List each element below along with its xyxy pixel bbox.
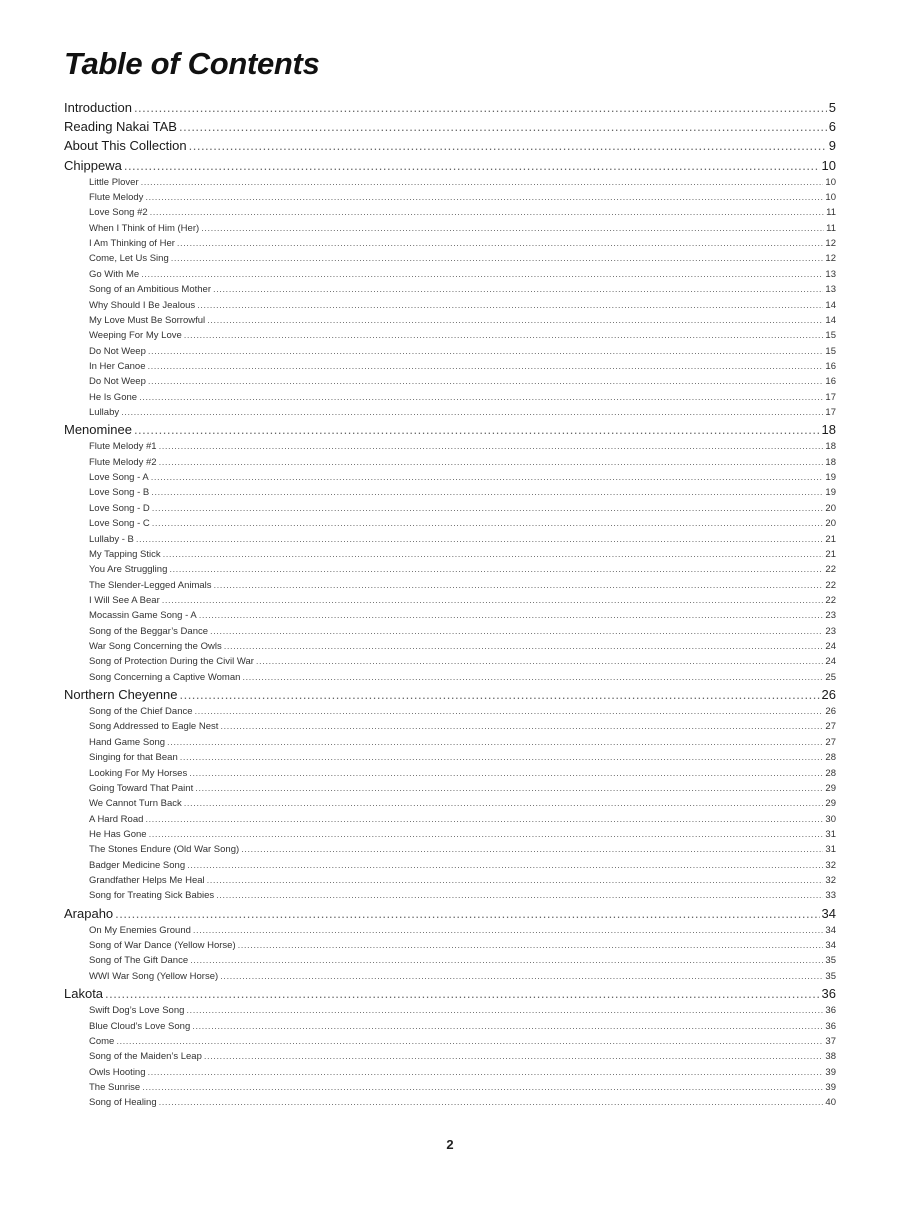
- toc-entry-page: 10: [825, 192, 836, 204]
- toc-subentry[interactable]: [64, 593, 836, 608]
- dot-leader: [159, 1095, 824, 1110]
- toc-subentry[interactable]: [64, 888, 836, 903]
- dot-leader: [238, 938, 824, 953]
- toc-entry-page: 20: [825, 518, 836, 530]
- dot-leader: [159, 455, 824, 470]
- dot-leader: [184, 796, 824, 811]
- toc-entry-page: 40: [825, 1097, 836, 1109]
- toc-entry-title: Lullaby - B: [89, 533, 134, 545]
- toc-entry-title: Song of the Maiden’s Leap: [89, 1051, 202, 1063]
- toc-entry-page: 37: [825, 1036, 836, 1048]
- toc-entry-page: 18: [825, 456, 836, 468]
- toc-entry-page: 34: [825, 940, 836, 952]
- dot-leader: [189, 136, 827, 155]
- dot-leader: [199, 608, 824, 623]
- toc-entry-page: 15: [825, 330, 836, 342]
- toc-entry-page: 35: [825, 955, 836, 967]
- toc-entry-page: 27: [825, 736, 836, 748]
- toc-subentry[interactable]: [64, 938, 836, 953]
- toc-entry-title: Lullaby: [89, 406, 120, 418]
- toc-subentry[interactable]: [64, 1095, 836, 1110]
- toc-entry-title: Song of the Chief Dance: [89, 706, 193, 718]
- toc-entry-page: 22: [825, 594, 836, 606]
- toc-entry-page: 19: [825, 487, 836, 499]
- dot-leader: [214, 578, 824, 593]
- toc-entry-title: In Her Canoe: [89, 360, 146, 372]
- toc-entry-title: The Slender-Legged Animals: [89, 579, 212, 591]
- toc-entry-title: Lakota: [64, 986, 104, 1002]
- dot-leader: [241, 842, 823, 857]
- dot-leader: [149, 827, 824, 842]
- dot-leader: [115, 904, 819, 923]
- toc-entry-title: Come: [89, 1036, 115, 1048]
- toc-subentry[interactable]: [64, 439, 836, 454]
- toc-entry-page: 27: [825, 721, 836, 733]
- toc-entry-page: 16: [825, 360, 836, 372]
- toc-entry-page: 26: [825, 706, 836, 718]
- toc-entry-title: Hand Game Song: [89, 736, 166, 748]
- toc-entry-title: I Will See A Bear: [89, 594, 160, 606]
- dot-leader: [142, 1080, 823, 1095]
- toc-entry-title: Going Toward That Paint: [89, 782, 194, 794]
- toc-entry-title: Love Song - D: [89, 502, 150, 514]
- toc-entry-page: 38: [825, 1051, 836, 1063]
- dot-leader: [179, 685, 819, 704]
- toc-section-entry[interactable]: [64, 685, 836, 704]
- toc-subentry[interactable]: [64, 873, 836, 888]
- toc-subentry[interactable]: [64, 578, 836, 593]
- toc-entry-title: War Song Concerning the Owls: [89, 640, 222, 652]
- dot-leader: [216, 888, 823, 903]
- dot-leader: [184, 328, 824, 343]
- toc-subentry[interactable]: [64, 1003, 836, 1018]
- toc-entry-page: 5: [828, 100, 836, 115]
- toc-entry-title: Blue Cloud’s Love Song: [89, 1020, 191, 1032]
- toc-subentry[interactable]: [64, 405, 836, 420]
- toc-subentry[interactable]: [64, 750, 836, 765]
- toc-subentry[interactable]: [64, 654, 836, 669]
- dot-leader: [190, 953, 823, 968]
- toc-entry-title: Do Not Weep: [89, 345, 146, 357]
- toc-entry-title: Go With Me: [89, 268, 140, 280]
- toc-entry-page: 36: [825, 1020, 836, 1032]
- dot-leader: [151, 470, 824, 485]
- toc-entry-page: 11: [826, 222, 836, 234]
- dot-leader: [189, 766, 823, 781]
- toc-entry-title: Menominee: [64, 422, 132, 438]
- toc-entry-page: 23: [825, 610, 836, 622]
- toc-subentry[interactable]: [64, 1080, 836, 1095]
- toc-entry-page: 18: [825, 441, 836, 453]
- toc-entry-title: Song Concerning a Captive Woman: [89, 671, 241, 683]
- toc-subentry[interactable]: [64, 470, 836, 485]
- toc-subentry[interactable]: [64, 313, 836, 328]
- toc-entry-page: 22: [825, 564, 836, 576]
- toc-entry-page: 11: [826, 207, 836, 219]
- dot-leader: [195, 704, 824, 719]
- toc-subentry[interactable]: [64, 624, 836, 639]
- toc-subentry[interactable]: [64, 562, 836, 577]
- toc-entry-page: 32: [825, 859, 836, 871]
- toc-entry-page: 9: [828, 138, 836, 154]
- toc-subentry[interactable]: [64, 532, 836, 547]
- toc-section-entry[interactable]: [64, 420, 836, 439]
- toc-subentry[interactable]: [64, 221, 836, 236]
- toc-entry-title: Song of War Dance (Yellow Horse): [89, 940, 236, 952]
- dot-leader: [220, 969, 823, 984]
- toc-entry-title: Why Should I Be Jealous: [89, 299, 196, 311]
- dot-leader: [207, 873, 824, 888]
- toc-subentry[interactable]: [64, 455, 836, 470]
- toc-entry-title: Mocassin Game Song - A: [89, 610, 197, 622]
- toc-subentry[interactable]: [64, 608, 836, 623]
- toc-entry-page: 29: [825, 798, 836, 810]
- toc-entry-title: We Cannot Turn Back: [89, 798, 182, 810]
- toc-entry-title: The Sunrise: [89, 1082, 141, 1094]
- dot-leader: [197, 298, 823, 313]
- toc-subentry[interactable]: [64, 953, 836, 968]
- toc-entry-title: Looking For My Horses: [89, 767, 188, 779]
- toc-subentry[interactable]: [64, 781, 836, 796]
- toc-entry-page: 6: [828, 119, 836, 135]
- toc-subentry[interactable]: [64, 842, 836, 857]
- toc-subentry[interactable]: [64, 516, 836, 531]
- toc-entry-title: Song of the Beggar’s Dance: [89, 625, 209, 637]
- toc-subentry[interactable]: [64, 547, 836, 562]
- dot-leader: [141, 267, 823, 282]
- toc-entry-title: I Am Thinking of Her: [89, 238, 175, 250]
- toc-entry-page: 12: [825, 238, 836, 250]
- toc-section-entry[interactable]: [64, 984, 836, 1003]
- toc-entry-page: 32: [825, 874, 836, 886]
- dot-leader: [134, 420, 820, 439]
- toc-entry-title: Love Song - A: [89, 472, 149, 484]
- toc-entry-page: 17: [825, 406, 836, 418]
- toc-entry-page: 36: [825, 1005, 836, 1017]
- page-title: Table of Contents: [64, 46, 320, 81]
- toc-subentry[interactable]: [64, 1049, 836, 1064]
- toc-subentry[interactable]: [64, 501, 836, 516]
- toc-entry-page: 23: [825, 625, 836, 637]
- toc-entry-page: 21: [825, 533, 836, 545]
- toc-subentry[interactable]: [64, 639, 836, 654]
- toc-entry-title: He Has Gone: [89, 828, 147, 840]
- toc-entry-page: 24: [825, 640, 836, 652]
- toc-entry-title: Song of Healing: [89, 1097, 157, 1109]
- dot-leader: [187, 858, 823, 873]
- toc-entry-page: 15: [825, 345, 836, 357]
- toc-subentry[interactable]: [64, 236, 836, 251]
- toc-entry-title: Love Song - C: [89, 518, 150, 530]
- dot-leader: [148, 344, 824, 359]
- toc-entry-page: 22: [825, 579, 836, 591]
- dot-leader: [148, 374, 824, 389]
- table-of-contents: [64, 98, 836, 1111]
- dot-leader: [121, 405, 823, 420]
- toc-subentry[interactable]: [64, 858, 836, 873]
- toc-subentry[interactable]: [64, 1034, 836, 1049]
- toc-entry-page: 10: [821, 157, 836, 173]
- dot-leader: [139, 390, 823, 405]
- toc-entry-page: 28: [825, 752, 836, 764]
- toc-entry-title: Flute Melody: [89, 192, 144, 204]
- dot-leader: [124, 156, 820, 175]
- dot-leader: [213, 282, 823, 297]
- dot-leader: [134, 98, 827, 117]
- toc-section-entry[interactable]: [64, 904, 836, 923]
- dot-leader: [256, 654, 824, 669]
- toc-entry-page: 39: [825, 1082, 836, 1094]
- toc-entry-title: Arapaho: [64, 905, 114, 921]
- dot-leader: [179, 117, 827, 136]
- toc-entry-title: Flute Melody #1: [89, 441, 157, 453]
- toc-entry-title: Love Song - B: [89, 487, 150, 499]
- toc-entry-page: 18: [821, 422, 836, 438]
- dot-leader: [163, 547, 824, 562]
- toc-entry-page: 13: [825, 284, 836, 296]
- dot-leader: [151, 485, 823, 500]
- toc-entry-page: 21: [825, 548, 836, 560]
- toc-entry-title: WWI War Song (Yellow Horse): [89, 970, 219, 982]
- dot-leader: [193, 923, 824, 938]
- toc-subentry[interactable]: [64, 923, 836, 938]
- dot-leader: [152, 516, 824, 531]
- toc-entry-page: 28: [825, 767, 836, 779]
- toc-subentry[interactable]: [64, 282, 836, 297]
- toc-entry-title: Song of Protection During the Civil War: [89, 656, 254, 668]
- toc-subentry[interactable]: [64, 485, 836, 500]
- toc-entry-title: Grandfather Helps Me Heal: [89, 874, 205, 886]
- toc-entry-title: The Stones Endure (Old War Song): [89, 844, 240, 856]
- dot-leader: [159, 439, 824, 454]
- toc-subentry[interactable]: [64, 719, 836, 734]
- toc-subentry[interactable]: [64, 1019, 836, 1034]
- dot-leader: [150, 205, 824, 220]
- toc-entry-title: Song for Treating Sick Babies: [89, 890, 215, 902]
- toc-entry-title: Singing for that Bean: [89, 752, 178, 764]
- toc-entry-title: Weeping For My Love: [89, 330, 182, 342]
- toc-entry-title: Song Addressed to Eagle Nest: [89, 721, 219, 733]
- toc-entry-title: When I Think of Him (Her): [89, 222, 200, 234]
- toc-subentry[interactable]: [64, 190, 836, 205]
- toc-subentry[interactable]: [64, 328, 836, 343]
- dot-leader: [136, 532, 824, 547]
- dot-leader: [145, 812, 823, 827]
- toc-entry-title: Owls Hooting: [89, 1066, 146, 1078]
- dot-leader: [186, 1003, 823, 1018]
- dot-leader: [169, 562, 823, 577]
- dot-leader: [171, 251, 824, 266]
- page-number: 2: [446, 1137, 454, 1152]
- dot-leader: [167, 735, 823, 750]
- toc-subentry[interactable]: [64, 359, 836, 374]
- toc-subentry[interactable]: [64, 796, 836, 811]
- dot-leader: [192, 1019, 823, 1034]
- toc-entry-page: 25: [825, 671, 836, 683]
- toc-subentry[interactable]: [64, 175, 836, 190]
- toc-entry-page: 30: [825, 813, 836, 825]
- dot-leader: [210, 624, 823, 639]
- toc-subentry[interactable]: [64, 267, 836, 282]
- toc-entry-title: Song of The Gift Dance: [89, 955, 189, 967]
- toc-entry-title: Love Song #2: [89, 207, 148, 219]
- dot-leader: [141, 175, 824, 190]
- toc-entry-title: On My Enemies Ground: [89, 924, 191, 936]
- toc-entry-page: 14: [825, 314, 836, 326]
- dot-leader: [207, 313, 823, 328]
- toc-entry-title: My Love Must Be Sorrowful: [89, 314, 206, 326]
- toc-entry-title: Come, Let Us Sing: [89, 253, 169, 265]
- toc-entry-title: Introduction: [64, 100, 132, 115]
- dot-leader: [224, 639, 824, 654]
- toc-subentry[interactable]: [64, 670, 836, 685]
- dot-leader: [116, 1034, 823, 1049]
- dot-leader: [220, 719, 823, 734]
- toc-entry-title: Chippewa: [64, 157, 122, 173]
- toc-entry-title: Little Plover: [89, 176, 139, 188]
- toc-subentry[interactable]: [64, 298, 836, 313]
- dot-leader: [180, 750, 824, 765]
- toc-entry-page: 16: [825, 376, 836, 388]
- toc-entry-title: Flute Melody #2: [89, 456, 157, 468]
- toc-subentry[interactable]: [64, 704, 836, 719]
- dot-leader: [145, 190, 823, 205]
- toc-entry-page: 26: [821, 686, 836, 702]
- toc-section-entry[interactable]: [64, 136, 836, 155]
- toc-entry-title: He Is Gone: [89, 391, 138, 403]
- toc-entry-title: Reading Nakai TAB: [64, 119, 177, 135]
- toc-subentry[interactable]: [64, 812, 836, 827]
- dot-leader: [204, 1049, 824, 1064]
- toc-entry-page: 12: [825, 253, 836, 265]
- toc-entry-page: 13: [825, 268, 836, 280]
- dot-leader: [162, 593, 824, 608]
- dot-leader: [152, 501, 824, 516]
- toc-subentry[interactable]: [64, 390, 836, 405]
- toc-subentry[interactable]: [64, 969, 836, 984]
- toc-subentry[interactable]: [64, 374, 836, 389]
- toc-entry-page: 14: [825, 299, 836, 311]
- toc-entry-page: 35: [825, 970, 836, 982]
- toc-entry-page: 34: [825, 924, 836, 936]
- toc-entry-title: Badger Medicine Song: [89, 859, 186, 871]
- toc-subentry[interactable]: [64, 766, 836, 781]
- toc-entry-page: 29: [825, 782, 836, 794]
- dot-leader: [242, 670, 823, 685]
- toc-entry-page: 36: [821, 986, 836, 1002]
- toc-entry-title: Swift Dog’s Love Song: [89, 1005, 185, 1017]
- toc-entry-title: Do Not Weep: [89, 376, 146, 388]
- toc-section-entry[interactable]: [64, 117, 836, 136]
- dot-leader: [177, 236, 824, 251]
- toc-subentry[interactable]: [64, 344, 836, 359]
- toc-entry-title: Northern Cheyenne: [64, 686, 178, 702]
- toc-subentry[interactable]: [64, 205, 836, 220]
- toc-entry-page: 39: [825, 1066, 836, 1078]
- toc-entry-page: 10: [825, 176, 836, 188]
- dot-leader: [201, 221, 824, 236]
- dot-leader: [195, 781, 823, 796]
- toc-entry-page: 19: [825, 472, 836, 484]
- toc-entry-title: My Tapping Stick: [89, 548, 161, 560]
- toc-entry-page: 17: [825, 391, 836, 403]
- toc-subentry[interactable]: [64, 735, 836, 750]
- toc-entry-page: 20: [825, 502, 836, 514]
- toc-section-entry[interactable]: [64, 156, 836, 175]
- dot-leader: [105, 984, 819, 1003]
- toc-entry-title: About This Collection: [64, 138, 187, 154]
- toc-entry-page: 34: [821, 905, 836, 921]
- toc-subentry[interactable]: [64, 251, 836, 266]
- toc-entry-page: 33: [825, 890, 836, 902]
- toc-subentry[interactable]: [64, 827, 836, 842]
- toc-entry-title: Song of an Ambitious Mother: [89, 284, 211, 296]
- toc-entry-page: 31: [825, 828, 836, 840]
- dot-leader: [148, 1065, 824, 1080]
- dot-leader: [148, 359, 824, 374]
- toc-section-entry[interactable]: [64, 98, 836, 117]
- toc-entry-page: 24: [825, 656, 836, 668]
- toc-entry-title: A Hard Road: [89, 813, 144, 825]
- toc-entry-page: 31: [825, 844, 836, 856]
- toc-entry-title: You Are Struggling: [89, 564, 168, 576]
- toc-subentry[interactable]: [64, 1065, 836, 1080]
